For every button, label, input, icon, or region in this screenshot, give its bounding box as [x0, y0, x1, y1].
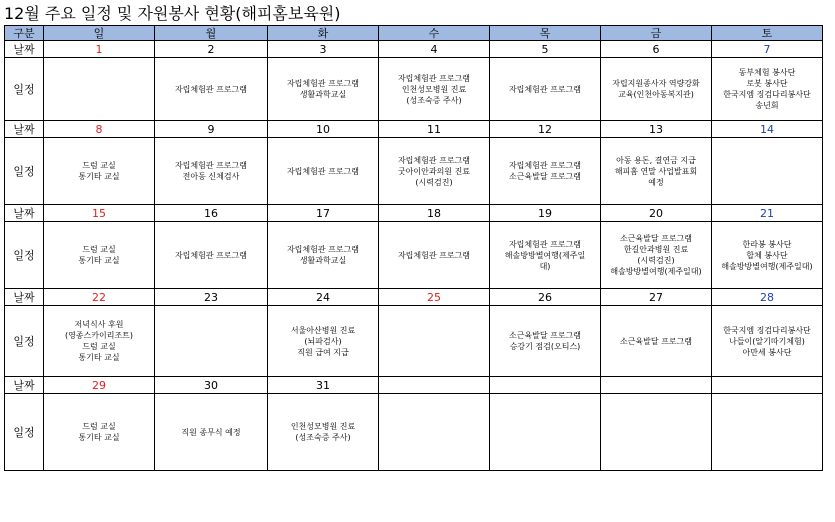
event-cell: 자립체험관 프로그램 소근육발달 프로그램 [490, 138, 601, 205]
event-cell: 서울아산병원 진료 (뇌파검사) 직원 급여 지급 [268, 306, 379, 377]
event-cell: 자립체험관 프로그램 생활과학교실 [268, 222, 379, 289]
header-cell-fri: 금 [601, 26, 712, 41]
header-row [5, 26, 823, 41]
event-cell: 드럼 교실 통기타 교실 [44, 138, 155, 205]
date-cell: 2 [155, 41, 268, 58]
date-cell: 1 [44, 41, 155, 58]
date-cell [601, 377, 712, 394]
event-cell [155, 306, 268, 377]
event-row [5, 58, 823, 121]
date-row [5, 377, 823, 394]
date-cell [490, 377, 601, 394]
event-cell: 자립체험관 프로그램 해솔방방별여행(제주일 대) [490, 222, 601, 289]
date-cell: 23 [155, 289, 268, 306]
event-cell: 자립체험관 프로그램 생활과학교실 [268, 58, 379, 121]
event-cell: 드럼 교실 통기타 교실 [44, 222, 155, 289]
event-cell [490, 394, 601, 471]
event-cell: 한국지엠 징검다리봉사단 나들이(알기따기체험) 아만세 봉사단 [712, 306, 823, 377]
event-cell: 자립체험관 프로그램 [155, 222, 268, 289]
event-label: 일정 [5, 58, 44, 121]
date-cell: 30 [155, 377, 268, 394]
date-cell: 11 [379, 121, 490, 138]
date-cell: 27 [601, 289, 712, 306]
event-cell: 자립체험관 프로그램 [379, 222, 490, 289]
date-cell: 14 [712, 121, 823, 138]
event-cell: 소근육발달 프로그램 한길안과병원 진료 (시력검진) 해솔방방별여행(제주일대) [601, 222, 712, 289]
event-cell: 직원 종무식 예정 [155, 394, 268, 471]
date-cell [712, 377, 823, 394]
date-label: 날짜 [5, 289, 44, 306]
date-row [5, 121, 823, 138]
event-cell: 한라봉 봉사단 합체 봉사단 해솔방방별여행(제주일대) [712, 222, 823, 289]
event-cell [379, 394, 490, 471]
date-cell: 18 [379, 205, 490, 222]
header-cell-category: 구분 [5, 26, 44, 41]
event-cell: 동부체험 봉사단 로봇 봉사단 한국지엠 징검다리봉사단 송년회 [712, 58, 823, 121]
date-cell: 9 [155, 121, 268, 138]
event-label: 일정 [5, 394, 44, 471]
date-cell [379, 377, 490, 394]
event-cell: 인천성모병원 진료 (성조숙증 주사) [268, 394, 379, 471]
date-cell: 26 [490, 289, 601, 306]
event-row [5, 394, 823, 471]
event-cell [601, 394, 712, 471]
date-cell: 21 [712, 205, 823, 222]
header-cell-tue: 화 [268, 26, 379, 41]
date-cell: 7 [712, 41, 823, 58]
event-cell: 자립지원종사자 역량강화 교육(인천아동복지관) [601, 58, 712, 121]
date-cell: 3 [268, 41, 379, 58]
date-cell: 4 [379, 41, 490, 58]
event-cell: 소근육발달 프로그램 승강기 점검(오티스) [490, 306, 601, 377]
date-cell: 13 [601, 121, 712, 138]
date-cell: 22 [44, 289, 155, 306]
date-cell: 31 [268, 377, 379, 394]
event-cell [712, 394, 823, 471]
date-cell: 29 [44, 377, 155, 394]
date-cell: 19 [490, 205, 601, 222]
header-cell-mon: 월 [155, 26, 268, 41]
event-cell: 저녁식사 후원 (영종스카이리조트) 드럼 교실 통기타 교실 [44, 306, 155, 377]
event-label: 일정 [5, 138, 44, 205]
event-cell: 아동 용돈, 결연금 지급 해피홈 연말 사업발표회 예정 [601, 138, 712, 205]
event-row [5, 138, 823, 205]
event-cell: 자립체험관 프로그램 [268, 138, 379, 205]
date-cell: 10 [268, 121, 379, 138]
schedule-table [4, 25, 823, 471]
header-cell-sat: 토 [712, 26, 823, 41]
event-cell [379, 306, 490, 377]
date-row [5, 205, 823, 222]
event-cell: 드럼 교실 통기타 교실 [44, 394, 155, 471]
event-cell: 자립체험관 프로그램 [490, 58, 601, 121]
date-cell: 15 [44, 205, 155, 222]
date-cell: 6 [601, 41, 712, 58]
date-label: 날짜 [5, 377, 44, 394]
date-cell: 24 [268, 289, 379, 306]
date-cell: 12 [490, 121, 601, 138]
event-cell [712, 138, 823, 205]
header-cell-sun: 일 [44, 26, 155, 41]
event-cell: 자립체험관 프로그램 인천성모병원 진료 (성조숙증 주사) [379, 58, 490, 121]
event-row [5, 222, 823, 289]
date-cell: 17 [268, 205, 379, 222]
date-label: 날짜 [5, 205, 44, 222]
date-cell: 25 [379, 289, 490, 306]
event-label: 일정 [5, 222, 44, 289]
event-cell: 자립체험관 프로그램 전아동 신체검사 [155, 138, 268, 205]
date-cell: 20 [601, 205, 712, 222]
header-cell-wed: 수 [379, 26, 490, 41]
date-cell: 28 [712, 289, 823, 306]
event-cell [44, 58, 155, 121]
event-cell: 자립체험관 프로그램 굿아이안과의원 진료 (시력검진) [379, 138, 490, 205]
header-cell-thu: 목 [490, 26, 601, 41]
event-label: 일정 [5, 306, 44, 377]
date-cell: 16 [155, 205, 268, 222]
event-cell: 자립체험관 프로그램 [155, 58, 268, 121]
page-title: 12월 주요 일정 및 자원봉사 현황(해피홈보육원) [4, 4, 341, 23]
date-cell: 5 [490, 41, 601, 58]
date-cell: 8 [44, 121, 155, 138]
event-cell: 소근육발달 프로그램 [601, 306, 712, 377]
date-label: 날짜 [5, 41, 44, 58]
date-row [5, 41, 823, 58]
date-row [5, 289, 823, 306]
date-label: 날짜 [5, 121, 44, 138]
event-row [5, 306, 823, 377]
